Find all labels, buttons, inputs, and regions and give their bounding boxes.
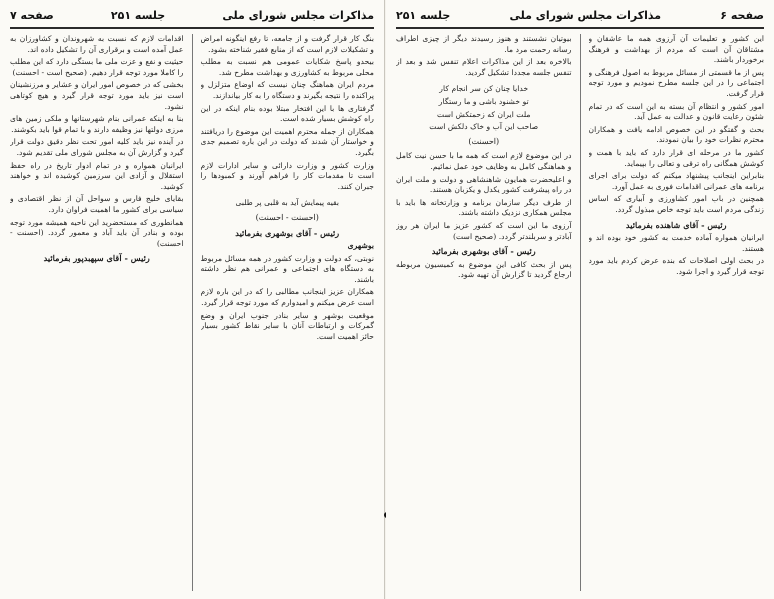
speaker-heading: رئیس - آقای سپهبدپور بفرمائید <box>43 253 150 264</box>
applause-note: (احسنت) <box>468 136 500 146</box>
applause-note: (احسنت - احسنت) <box>255 212 319 222</box>
paragraph: همکاران از جمله محترم اهمیت این موضوع را دریافتند و خواستار آن شدند که دولت در این باره تصمیم جدی بگیرد. <box>200 126 374 157</box>
paragraph: بقایای خلیج فارس و سواحل آن از نظر اقتصادی و سیاسی برای کشور ما اهمیت فراوان دارد. <box>10 194 184 214</box>
left-page-session: جلسه ۲۵۱ <box>110 8 166 22</box>
paragraph: بیحدو پاسخ شکایات عمومی هم نسبت به مطلب محلی مربوط به کشاورزی و بهداشت مطرح شد. <box>200 57 374 77</box>
right-page-column-left <box>396 34 572 591</box>
paragraph: ایرانیان همواره آماده خدمت به کشور خود بوده اند و هستند. <box>588 233 764 253</box>
right-page-column-right <box>589 34 765 591</box>
left-page <box>0 0 385 599</box>
left-page-column-left <box>10 34 184 591</box>
poem-line: بقیه پیمایش آید به قلبی پر طلبی <box>235 198 340 208</box>
right-page-header <box>396 6 764 24</box>
paragraph: همانطوری که مستحضرید این ناحیه همیشه مورد توجه بوده و بنادر آن باید آباد و معمور گردد. (احسنت - احسنت) <box>10 217 184 248</box>
poem-line: تو خشنود باشی و ما رستگار <box>438 96 529 106</box>
paragraph: کشور ما در مرحله ای قرار دارد که باید با همت و کوشش همگانی راه ترقی و تعالی را بپیماید. <box>588 147 764 168</box>
poem-line: خدایا چنان کن سر انجام کار <box>439 84 529 94</box>
paragraph: این کشور و تعلیمات آن آرزوی همه ما عاشقان و مشتاقان آن است که مردم از بهداشت و فرهنگ برخوردار باشند. <box>588 34 764 65</box>
paragraph: در بحث اولی اصلاحات که بنده عرض کردم باید مورد توجه قرار گیرد و اجرا شود. <box>588 256 764 276</box>
column-divider <box>580 34 581 591</box>
right-page-number: صفحه ۶ <box>720 8 764 22</box>
paragraph: آرزوی ما این است که کشور عزیز ما ایران هر روز آبادتر و سربلندتر گردد. (صحیح است) <box>396 220 572 241</box>
speaker-heading: رئیس - آقای شاهنده بفرمائید <box>625 219 727 230</box>
paragraph: اقدامات لازم که نسبت به شهروندان و کشاورزان به عمل آمده است و برقراری آن را تشکیل داده اند. <box>10 34 184 54</box>
right-columns <box>396 34 764 591</box>
paragraph: بیوتیان نشستند و هنوز رسیدند دیگر از چیزی اطراف رسانه رحمت مرد ما. <box>396 34 572 54</box>
paragraph: بنا به اینکه عمرانی بنام شهرستانها و ملکی زمین های مرزی دولتها نیز وظیفه دارند و با تمام قوا باید بکوشند. <box>10 114 184 134</box>
paragraph: نوبتی، که دولت و وزارت کشور در همه مسائل مربوط به دستگاه های اجتماعی و عمرانی هم نظر داشته باشند. <box>200 253 374 284</box>
right-page-title: مذاکرات مجلس شورای ملی <box>509 8 662 22</box>
column-divider <box>192 34 193 591</box>
paragraph: پس از بحث کافی این موضوع به کمیسیون مربوطه ارجاع گردید تا گزارش آن تهیه شود. <box>396 259 572 280</box>
right-page-session: جلسه ۲۵۱ <box>396 8 451 22</box>
paragraph: بحث و گفتگو در این خصوص ادامه یافت و همکاران محترم نظرات خود را بیان نمودند. <box>588 124 764 145</box>
paragraph: همکاران عزیز اینجانب مطالبی را که در این باره لازم است عرض میکنم و امیدوارم که مورد توجه قرار گیرد. <box>200 287 374 308</box>
poem <box>396 84 572 132</box>
paragraph: و اعلیحضرت همایون شاهنشاهی و دولت و ملت ایران در راه پیشرفت کشور یکدل و یکزبان هستند. <box>396 174 572 195</box>
speaker-heading: رئیس - آقای بوشهری بفرمائید <box>431 246 536 257</box>
paragraph: بالاخره بعد از این مذاکرات اعلام تنفس شد و بعد از تنفس جلسه مجددا تشکیل گردید. <box>396 57 572 77</box>
left-header-rule <box>10 27 374 29</box>
paragraph: حیثیت و نفع و عزت ملی ما بستگی دارد که این مطلب را کاملا مورد توجه قرار دهیم. (صحیح است - احسنت) <box>10 57 184 77</box>
paragraph: بنگ کار قرار گرفت و از جامعه، تا رفع اینگونه امراض و تشکیلات لازم است که از منابع فقیر شناخته بشود. <box>200 34 374 54</box>
left-page-number: صفحه ۷ <box>10 8 54 22</box>
paragraph: در این موضوع لازم است که همه ما با حسن نیت کامل و هماهنگی کامل به وظایف خود عمل نمائیم. <box>396 151 572 171</box>
poem-line: ملت ایران که زحمتکش است <box>437 109 531 119</box>
paragraph: بنابراین اینجانب پیشنهاد میکنم که دولت برای اجرای برنامه های عمرانی اقدامات فوری به عمل آورد. <box>588 171 764 191</box>
paragraph: از طرف دیگر سازمان برنامه و وزارتخانه ها باید با مجلس همکاری نزدیک داشته باشند. <box>396 197 572 218</box>
paragraph: مردم ایران هماهنگ چنان نیست که اوضاع متزلزل و پراکنده را نتیجه بگیرند و دستگاه را به کار بیاندازند. <box>200 80 374 100</box>
left-page-column-right <box>201 34 375 591</box>
right-page <box>386 0 774 599</box>
left-page-header <box>10 6 374 24</box>
right-header-rule <box>396 27 764 29</box>
paragraph: پس از ما قسمتی از مسائل مربوط به اصول فرهنگی و اجتماعی را در این جلسه مطرح نمودیم و مورد توجه قرار گرفت. <box>588 67 764 98</box>
paragraph: گرفتاری ها با این افتخار مبتلا بوده بنام اینکه در این راه کوشش بسیار شده است. <box>200 103 374 124</box>
poem-line: صاحب این آب و خاک دلکش است <box>429 122 539 132</box>
paragraph: امور کشور و انتظام آن بسته به این است که در تمام شئون رعایت قانون و عدالت به عمل آید. <box>588 101 764 122</box>
paragraph: ایرانیان همواره و در تمام ادوار تاریخ در راه حفظ استقلال و آزادی این سرزمین کوشیده اند و خواهند کوشید. <box>10 160 184 191</box>
paragraph: همچنین در باب امور کشاورزی و آبیاری که اساس زندگی مردم است باید توجه خاص مبذول گردد. <box>588 194 764 214</box>
speaker-name: بوشهری <box>347 241 374 251</box>
left-columns <box>10 34 374 591</box>
paragraph: موقعیت بوشهر و سایر بنادر جنوب ایران و وضع گمرکات و ارتباطات آنان با سایر نقاط کشور بسیار حائز اهمیت است. <box>200 310 374 341</box>
left-page-title: مذاکرات مجلس شورای ملی <box>222 8 374 22</box>
paragraph: در آینده نیز باید کلیه امور تحت نظر دقیق دولت قرار گیرد و گزارش آن به مجلس شورای ملی تقدیم شود. <box>10 137 184 157</box>
paragraph: وزارت کشور و وزارت دارائی و سایر ادارات لازم است تا مقدمات کار را فراهم آورند و کمبودها را جبران کنند. <box>200 160 374 191</box>
paragraph: بخشی که در خصوص امور ایران و عشایر و مرزنشینان است نیز باید مورد توجه قرار گیرد و هیچ کوتاهی نشود. <box>10 80 184 111</box>
speaker-heading: رئیس - آقای بوشهری بفرمائید <box>235 227 340 238</box>
